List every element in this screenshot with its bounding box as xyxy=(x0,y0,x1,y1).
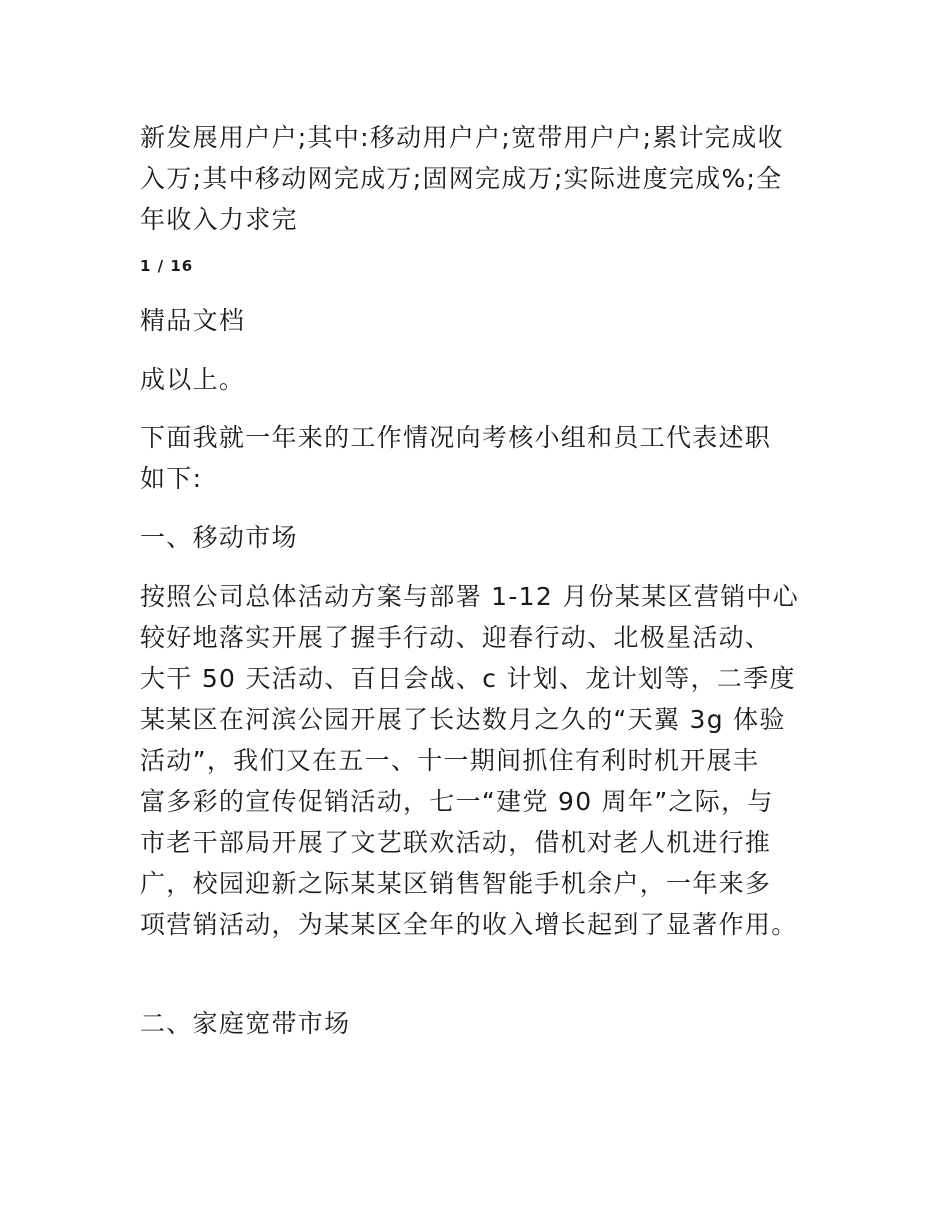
section-one-line-9: 项营销活动，为某某区全年的收入增长起到了显著作用。 xyxy=(140,910,798,939)
section-one-line-5: 活动”，我们又在五一、十一期间抓住有利时机开展丰 xyxy=(140,746,760,775)
section-one-line-8: 广，校园迎新之际某某区销售智能手机余户，一年来多 xyxy=(140,869,772,898)
section-one-heading: 一、移动市场 xyxy=(140,523,298,552)
section-one-line-2: 较好地落实开展了握手行动、迎春行动、北极星活动、 xyxy=(140,623,772,652)
intro-line-1: 新发展用户户;其中:移动用户户;宽带用户户;累计完成收 xyxy=(140,123,784,152)
continuation-text: 成以上。 xyxy=(140,365,246,394)
opening-line-2: 如下: xyxy=(140,464,203,493)
opening-line-1: 下面我就一年来的工作情况向考核小组和员工代表述职 xyxy=(140,423,772,452)
section-two-heading: 二、家庭宽带市场 xyxy=(140,1009,351,1038)
intro-line-3: 年收入力求完 xyxy=(140,205,298,234)
page-number: 1 / 16 xyxy=(140,257,194,275)
section-one-line-3: 大干 50 天活动、百日会战、c 计划、龙计划等，二季度 xyxy=(140,664,796,693)
intro-line-2: 入万;其中移动网完成万;固网完成万;实际进度完成%;全 xyxy=(140,164,783,193)
section-one-line-6: 富多彩的宣传促销活动，七一“建党 90 周年”之际，与 xyxy=(140,787,774,816)
document-header-label: 精品文档 xyxy=(140,306,246,335)
section-one-line-1: 按照公司总体活动方案与部署 1-12 月份某某区营销中心 xyxy=(140,582,800,611)
section-one-line-7: 市老干部局开展了文艺联欢活动，借机对老人机进行推 xyxy=(140,828,772,857)
section-one-line-4: 某某区在河滨公园开展了长达数月之久的“天翼 3g 体验 xyxy=(140,705,786,734)
